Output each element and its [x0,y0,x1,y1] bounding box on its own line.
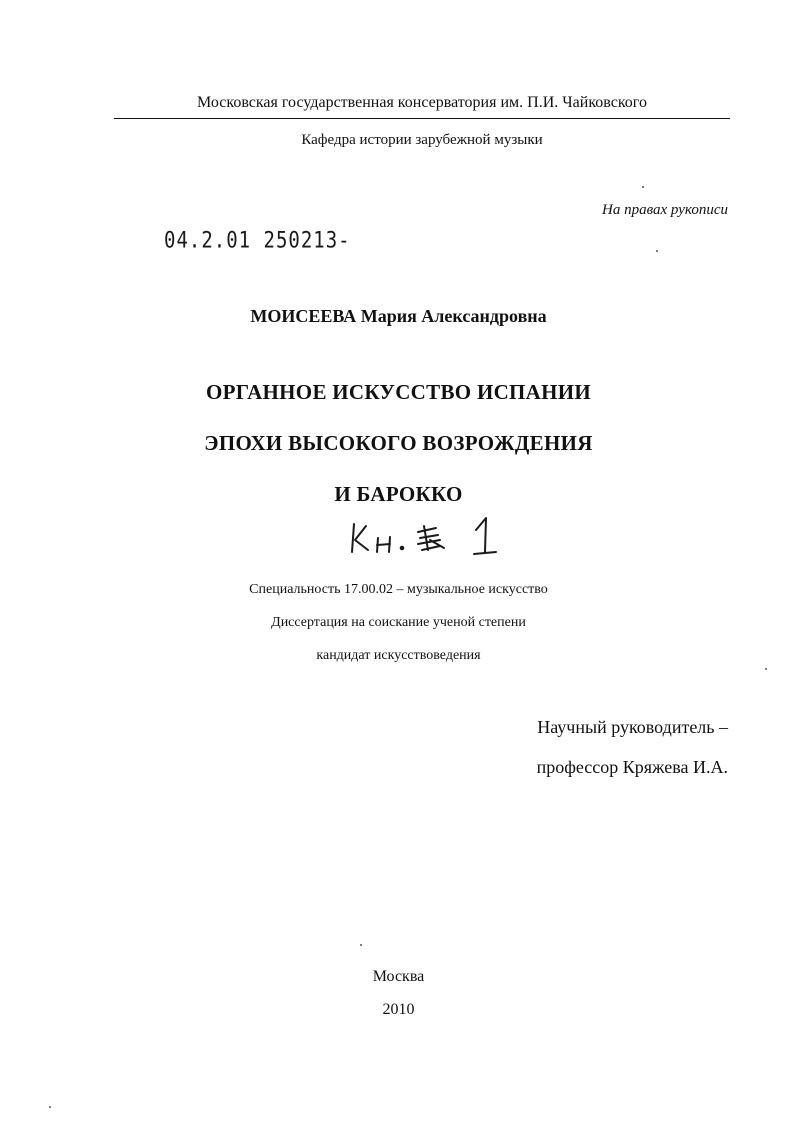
title-line-2: ЭПОХИ ВЫСОКОГО ВОЗРОЖДЕНИЯ [204,431,593,455]
advisor-name: профессор Кряжева И.А. [536,757,728,777]
city: Москва [372,968,425,985]
specialty-line: Специальность 17.00.02 – музыкальное искусство [249,582,548,597]
scan-speck [656,250,658,252]
manuscript-note: На правах рукописи [602,202,728,218]
author-name: МОИСЕЕВА Мария Александровна [250,306,547,326]
title-line-3: И БАРОККО [334,482,463,506]
year: 2010 [382,1001,415,1018]
title-line-1: ОРГАННОЕ ИСКУССТВО ИСПАНИИ [205,380,592,404]
header-divider [114,118,730,119]
library-stamp-number: 04.2.01 250213- [164,228,351,254]
scan-speck [49,1106,51,1108]
degree-line: кандидат искусствоведения [316,648,481,663]
institution-name: Московская государственная консерватория им. П.И. Чайковского [197,94,647,111]
handwritten-volume-note [340,510,510,562]
scan-speck [765,668,767,670]
department-name: Кафедра истории зарубежной музыки [301,132,543,148]
scan-speck [360,944,362,946]
scan-speck [642,186,644,188]
advisor-role: Научный руководитель – [537,717,728,737]
dissertation-type-line: Диссертация на соискание ученой степени [271,615,526,630]
